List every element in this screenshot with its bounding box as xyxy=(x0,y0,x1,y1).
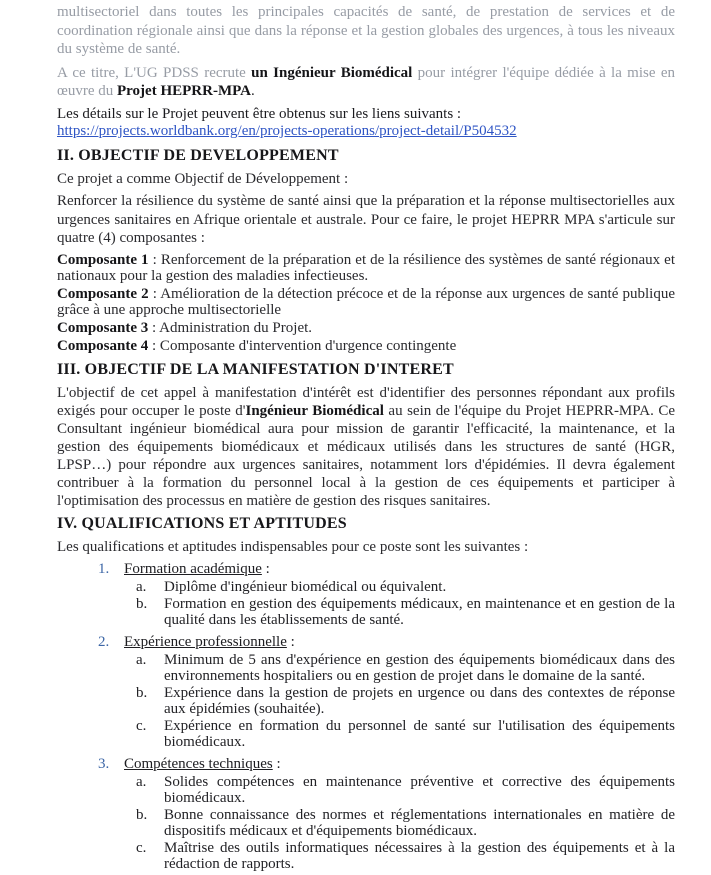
composante-4-text: : Composante d'intervention d'urgence contingente xyxy=(148,337,457,354)
composante-2-label: Composante 2 xyxy=(57,285,149,302)
item-1-title xyxy=(124,560,675,578)
worldbank-project-link[interactable]: https://projects.worldbank.org/en/projects-operations/project-detail/P504532 xyxy=(57,123,517,139)
composante-3 xyxy=(57,320,675,336)
sub-letter: b. xyxy=(136,595,148,612)
sub-item xyxy=(136,596,675,629)
interest-position-bold: Ingénieur Biomédical xyxy=(245,402,384,419)
recruitment-paragraph xyxy=(57,64,675,101)
sub-item xyxy=(136,807,675,840)
position-title-bold: un Ingénieur Biomédical xyxy=(251,64,413,81)
recruitment-text-start: A ce titre, L'UG PDSS recrute xyxy=(57,64,252,81)
qualification-item-formation xyxy=(98,560,675,629)
sub-text: Solides compétences en maintenance préventive et corrective des équipements biomédicaux. xyxy=(164,773,675,806)
sub-text: Expérience en formation du personnel de santé sur l'utilisation des équipements biomédicaux. xyxy=(164,717,675,750)
item-2-title xyxy=(124,633,675,651)
sub-letter: c. xyxy=(136,717,147,734)
details-intro-text: Les détails sur le Projet peuvent être obtenus sur les liens suivants : xyxy=(57,105,462,122)
sub-item xyxy=(136,652,675,685)
composante-3-label: Composante 3 xyxy=(57,319,149,336)
item-3-title-suffix: : xyxy=(272,755,281,772)
qualifications-list xyxy=(57,560,675,873)
intro-paragraph-continued: multisectoriel dans toutes les principales capacités de santé, de prestation de services et de coordination régionale ainsi que dans la réponse et la gestion globales des urgences, à tous les niveaux du système de santé. xyxy=(57,4,675,57)
item-1-number: 1. xyxy=(98,561,110,577)
item-2-content xyxy=(124,633,675,751)
composante-2 xyxy=(57,286,675,318)
recruitment-text-end: . xyxy=(250,83,255,99)
project-name-bold: Projet HEPRR-MPA xyxy=(117,83,251,99)
interest-text-end: au sein de l'équipe du Projet HEPRR-MPA. Ce Consultant ingénieur biomédical aura pour mission de garantir l'efficacité, la maintenance, et la gestion des équipements biomédicaux et médicaux utilisés dans les structures de santé (HGR, LPSP…) pour répondre aux urgences sanitaires, notamment lors d'épidémies. Il devra également contribuer à la formation du personnel local à la gestion de ces équipements et participer à l'optimisation des processus en matière de gestion des risques sanitaires. xyxy=(57,402,675,509)
interest-objective-paragraph xyxy=(57,384,675,510)
recruitment-text-mid: pour intégrer l'équipe dédiée à la mise en œuvre du xyxy=(57,64,675,99)
composante-1-text: : Renforcement de la préparation et de la résilience des systèmes de santé régionaux et nationaux pour la gestion des maladies infectieuses. xyxy=(57,251,675,284)
project-details-paragraph xyxy=(57,106,675,141)
sub-letter: c. xyxy=(136,839,147,856)
item-3-title xyxy=(124,755,675,773)
qualification-item-experience xyxy=(98,633,675,751)
sub-text: Expérience dans la gestion de projets en urgence ou dans des contextes de réponse aux épidémies (souhaitée). xyxy=(164,684,675,717)
item-2-number: 2. xyxy=(98,633,110,650)
item-3-title-text: Compétences techniques xyxy=(124,755,273,772)
sub-text: Bonne connaissance des normes et réglementations internationales en matière de dispositifs médicaux et d'équipements biomédicaux. xyxy=(164,806,675,839)
sub-item xyxy=(136,718,675,751)
item-2-title-suffix: : xyxy=(286,633,295,650)
sub-item xyxy=(136,685,675,718)
item-3-number: 3. xyxy=(98,755,110,772)
qualification-item-competences xyxy=(98,755,675,873)
section-2-heading: II. OBJECTIF DE DEVELOPPEMENT xyxy=(57,146,339,164)
item-1-title-text: Formation académique xyxy=(124,561,262,577)
sub-letter: a. xyxy=(136,773,147,790)
sub-text: Formation en gestion des équipements médicaux, en maintenance et en gestion de la qualité dans les établissements de santé. xyxy=(164,595,675,628)
composante-4 xyxy=(57,338,675,354)
section-3-heading: III. OBJECTIF DE LA MANIFESTATION D'INTERET xyxy=(57,360,454,378)
composantes-list xyxy=(57,252,675,354)
development-objective-intro: Ce projet a comme Objectif de Développement : xyxy=(57,170,349,187)
sub-item xyxy=(136,840,675,873)
composante-1-label: Composante 1 xyxy=(57,251,149,268)
composante-1 xyxy=(57,252,675,284)
sub-letter: a. xyxy=(136,651,147,668)
section-4-heading: IV. QUALIFICATIONS ET APTITUDES xyxy=(57,514,347,532)
sub-text: Maîtrise des outils informatiques nécessaires à la gestion des équipements et à la rédaction de rapports. xyxy=(164,839,675,872)
development-objective-text: Renforcer la résilience du système de santé ainsi que la préparation et la réponse multisectorielles aux urgences sanitaires en Afrique orientale et australe. Pour ce faire, le projet HEPRR MPA s'articule sur quatre (4) composantes : xyxy=(57,193,675,246)
item-2-title-text: Expérience professionnelle xyxy=(124,633,287,650)
item-3-content xyxy=(124,755,675,873)
composante-3-text: : Administration du Projet. xyxy=(148,319,313,336)
composante-4-label: Composante 4 xyxy=(57,337,149,354)
item-1-title-suffix: : xyxy=(261,561,270,577)
sub-item xyxy=(136,774,675,807)
item-1-content xyxy=(124,560,675,629)
composante-2-text: : Amélioration de la détection précoce et de la réponse aux urgences de santé publique grâce à une approche multisectorielle xyxy=(57,285,675,318)
sub-letter: b. xyxy=(136,806,148,823)
sub-item xyxy=(136,579,675,596)
qualifications-intro: Les qualifications et aptitudes indispensables pour ce poste sont les suivantes : xyxy=(57,538,529,555)
sub-letter: a. xyxy=(136,579,147,595)
interest-text-start: L'objectif de cet appel à manifestation d'intérêt est d'identifier des personnes répondant aux profils exigés pour occuper le poste d' xyxy=(57,384,675,419)
sub-text: Diplôme d'ingénieur biomédical ou équivalent. xyxy=(164,579,447,595)
sub-text: Minimum de 5 ans d'expérience en gestion des équipements biomédicaux dans des environnements hospitaliers ou en gestion de projet dans le domaine de la santé. xyxy=(164,651,675,684)
sub-letter: b. xyxy=(136,684,148,701)
